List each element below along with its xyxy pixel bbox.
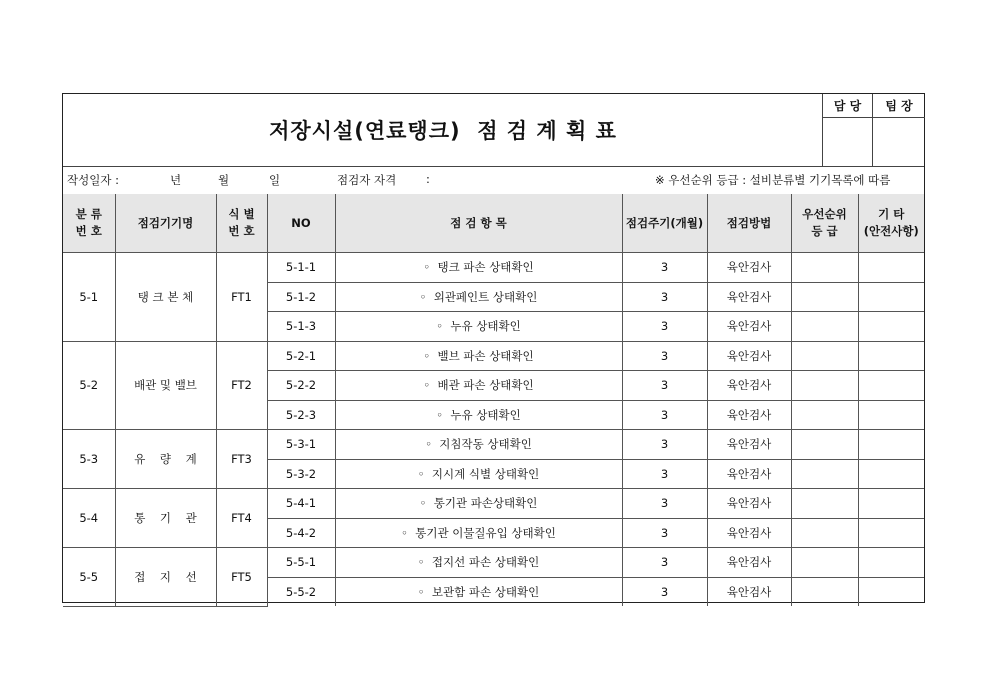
inspection-cycle: 3: [622, 341, 707, 371]
item-no: 5-1-2: [267, 282, 335, 312]
item-no: 5-2-2: [267, 371, 335, 401]
inspection-cycle: 3: [622, 253, 707, 283]
inspector-colon: :: [426, 172, 430, 186]
other-safety-cell[interactable]: [858, 459, 924, 489]
item-no: 5-2-1: [267, 341, 335, 371]
priority-grade-cell[interactable]: [791, 282, 858, 312]
other-safety-cell[interactable]: [858, 518, 924, 548]
item-no: 5-2-3: [267, 400, 335, 430]
inspection-method: 육안검사: [707, 459, 791, 489]
approval-header-leader: 팀 장: [873, 94, 925, 118]
table-row: [63, 341, 924, 371]
table-row: [63, 430, 924, 460]
other-safety-cell[interactable]: [858, 282, 924, 312]
category-number: 5-1: [63, 253, 115, 342]
inspection-method: 육안검사: [707, 253, 791, 283]
inspection-item: ◦ 지시계 식별 상태확인: [335, 459, 622, 489]
priority-grade-cell[interactable]: [791, 577, 858, 606]
inspection-cycle: 3: [622, 282, 707, 312]
priority-grade-cell[interactable]: [791, 548, 858, 578]
device-id: FT5: [216, 548, 267, 607]
title-row: [63, 94, 924, 167]
inspection-method: 육안검사: [707, 430, 791, 460]
priority-grade-cell[interactable]: [791, 430, 858, 460]
inspection-item: ◦ 배관 파손 상태확인: [335, 371, 622, 401]
other-safety-cell[interactable]: [858, 341, 924, 371]
priority-grade-cell[interactable]: [791, 400, 858, 430]
inspection-item: ◦ 누유 상태확인: [335, 400, 622, 430]
inspection-cycle: 3: [622, 459, 707, 489]
inspection-method: 육안검사: [707, 518, 791, 548]
item-no: 5-5-1: [267, 548, 335, 578]
inspection-item: ◦ 지침작동 상태확인: [335, 430, 622, 460]
priority-grade-cell[interactable]: [791, 371, 858, 401]
header-no: NO: [267, 194, 335, 253]
inspection-method: 육안검사: [707, 548, 791, 578]
approval-sign-charge[interactable]: [823, 118, 873, 166]
priority-grade-cell[interactable]: [791, 459, 858, 489]
approval-box: [822, 94, 924, 166]
device-name: 통 기 관: [115, 489, 216, 548]
device-id: FT3: [216, 430, 267, 489]
inspection-item: ◦ 통기관 이물질유입 상태확인: [335, 518, 622, 548]
header-device: 점검기기명: [115, 194, 216, 253]
header-cycle: 점검주기(개월): [622, 194, 707, 253]
category-number: 5-4: [63, 489, 115, 548]
inspection-item: ◦ 누유 상태확인: [335, 312, 622, 342]
other-safety-cell[interactable]: [858, 577, 924, 606]
category-number: 5-2: [63, 341, 115, 430]
inspection-cycle: 3: [622, 489, 707, 519]
inspection-method: 육안검사: [707, 282, 791, 312]
header-other: 기 타 (안전사항): [858, 194, 924, 253]
table-row: [63, 253, 924, 283]
item-no: 5-4-2: [267, 518, 335, 548]
inspection-cycle: 3: [622, 312, 707, 342]
device-name: 배관 및 밸브: [115, 341, 216, 430]
day-label: 일: [269, 173, 281, 187]
inspection-cycle: 3: [622, 430, 707, 460]
info-row: [63, 166, 924, 195]
inspection-cycle: 3: [622, 400, 707, 430]
item-no: 5-3-1: [267, 430, 335, 460]
header-id: 식 별 번 호: [216, 194, 267, 253]
month-label: 월: [218, 173, 230, 187]
priority-grade-cell[interactable]: [791, 341, 858, 371]
inspection-method: 육안검사: [707, 341, 791, 371]
inspection-item: ◦ 보관함 파손 상태확인: [335, 577, 622, 606]
other-safety-cell[interactable]: [858, 489, 924, 519]
priority-grade-cell[interactable]: [791, 518, 858, 548]
inspection-method: 육안검사: [707, 312, 791, 342]
other-safety-cell[interactable]: [858, 430, 924, 460]
inspection-item: ◦ 탱크 파손 상태확인: [335, 253, 622, 283]
header-items: 점 검 항 목: [335, 194, 622, 253]
inspector-label: 점검자 자격: [337, 173, 397, 187]
table-row: [63, 548, 924, 578]
table-row: [63, 489, 924, 519]
priority-grade-cell[interactable]: [791, 489, 858, 519]
device-id: FT1: [216, 253, 267, 342]
item-no: 5-1-1: [267, 253, 335, 283]
inspection-item: ◦ 밸브 파손 상태확인: [335, 341, 622, 371]
inspection-cycle: 3: [622, 371, 707, 401]
item-no: 5-4-1: [267, 489, 335, 519]
header-row: [63, 194, 924, 253]
header-category: 분 류 번 호: [63, 194, 115, 253]
other-safety-cell[interactable]: [858, 371, 924, 401]
device-id: FT2: [216, 341, 267, 430]
priority-note: ※ 우선순위 등급 : 설비분류별 기기목록에 따름: [655, 173, 891, 187]
other-safety-cell[interactable]: [858, 548, 924, 578]
inspection-cycle: 3: [622, 518, 707, 548]
header-priority: 우선순위 등 급: [791, 194, 858, 253]
year-label: 년: [170, 173, 182, 187]
inspection-cycle: 3: [622, 548, 707, 578]
category-number: 5-3: [63, 430, 115, 489]
device-name: 접 지 선: [115, 548, 216, 607]
document-title: 저장시설(연료탱크) 점 검 계 획 표: [269, 119, 617, 143]
inspection-method: 육안검사: [707, 371, 791, 401]
item-no: 5-3-2: [267, 459, 335, 489]
inspection-plan-sheet: [62, 93, 925, 603]
approval-sign-leader[interactable]: [873, 118, 925, 166]
inspection-table: [63, 194, 924, 607]
inspection-method: 육안검사: [707, 489, 791, 519]
item-no: 5-1-3: [267, 312, 335, 342]
inspection-method: 육안검사: [707, 577, 791, 606]
inspection-method: 육안검사: [707, 400, 791, 430]
inspection-cycle: 3: [622, 577, 707, 606]
device-name: 유 량 계: [115, 430, 216, 489]
device-name: 탱 크 본 체: [115, 253, 216, 342]
date-label: 작성일자 :: [67, 173, 119, 187]
priority-grade-cell[interactable]: [791, 312, 858, 342]
category-number: 5-5: [63, 548, 115, 607]
inspection-item: ◦ 통기관 파손상태확인: [335, 489, 622, 519]
approval-header-charge: 담 당: [823, 94, 873, 118]
priority-grade-cell[interactable]: [791, 253, 858, 283]
item-no: 5-5-2: [267, 577, 335, 606]
other-safety-cell[interactable]: [858, 400, 924, 430]
header-method: 점검방법: [707, 194, 791, 253]
inspection-item: ◦ 접지선 파손 상태확인: [335, 548, 622, 578]
other-safety-cell[interactable]: [858, 312, 924, 342]
inspection-item: ◦ 외관페인트 상태확인: [335, 282, 622, 312]
other-safety-cell[interactable]: [858, 253, 924, 283]
device-id: FT4: [216, 489, 267, 548]
